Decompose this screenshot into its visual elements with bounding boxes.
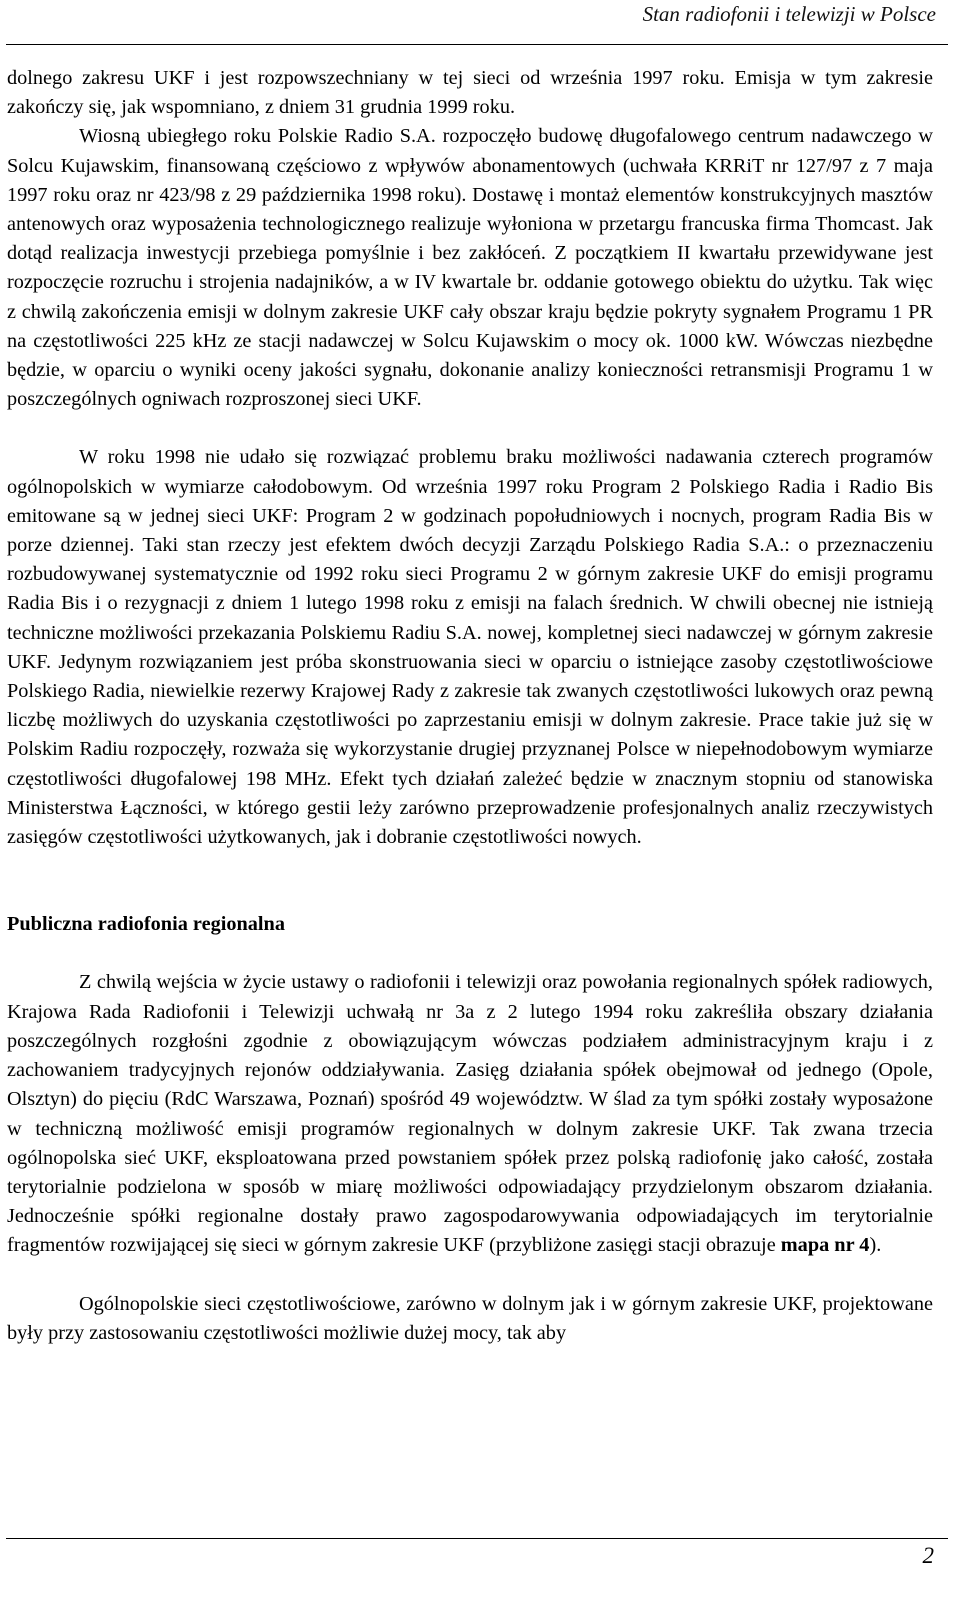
header-divider [6,44,948,45]
paragraph-frequency-networks: Ogólnopolskie sieci częstotliwościowe, zarówno w dolnym jak i w górnym zakresie UKF, projektowane były przy zastosowaniu częstotliwości możliwie dużej mocy, tak aby [7,1292,933,1344]
document-body [7,64,933,1348]
page-number: 2 [922,1543,934,1568]
paragraph-four-programs: W roku 1998 nie udało się rozwiązać problemu braku możliwości nadawania czterech programów ogólnopolskich w wymiarze całodobowym. Od września 1997 roku Program 2 Polskiego Radia i Radio Bis emitowane są w jednej sieci UKF: Program 2 w godzinach popołudniowych i nocnych, program Radia Bis w porze dziennej. Taki stan rzeczy jest efektem dwóch decyzji Zarządu Polskiego Radia S.A.: o przeznaczeniu rozbudowywanej systematycznie od 1992 roku sieci Programu 2 w górnym zakresie UKF do emisji programu Radia Bis i o rezygnacji z dniem 1 lutego 1998 roku z emisji na falach średnich. W chwili obecnej nie istnieją techniczne możliwości przekazania Polskiemu Radiu S.A. nowej, kompletnej sieci nadawczej w górnym zakresie UKF. Jedynym rozwiązaniem jest próba skonstruowania sieci w oparciu o istniejące zasoby częstotliwościowe Polskiego Radia, niewielkie rezerwy Krajowej Rady z zakresie tak zwanych częstotliwości lukowych oraz pewną liczbę możliwych do uzyskania częstotliwości po zaprzestaniu emisji w dolnym zakresie. Prace takie już się w Polskim Radiu rozpoczęły, rozważa się wykorzystanie drugiej przyznanej Polsce w niepełnodobowym wymiarze częstotliwości długofalowej 198 MHz. Efekt tych działań zależeć będzie w znacznym stopniu od stanowiska Ministerstwa Łączności, w którego gestii leży zarówno przeprowadzenie profesjonalnych analiz rzeczywistych zasięgów częstotliwości użytkowanych, jak i dobranie częstotliwości nowych. [7,446,933,849]
paragraph-regional-radio-text: Z chwilą wejścia w życie ustawy o radiofonii i telewizji oraz powołania regionalnych spółek radiowych, Krajowa Rada Radiofonii i Telewizji uchwałą nr 3a z 2 lutego 1994 roku zakreśliła obszary działania poszczególnych rozgłośni zgodnie z obowiązującym wówczas podziałem administracyjnym kraju i z zachowaniem tradycyjnych rejonów oddziaływania. Zasięg działania spółek obejmował od jednego (Opole, Olsztyn) do pięciu (RdC Warszawa, Poznań) spośród 49 województw. W ślad za tym spółki zostały wyposażone w techniczną możliwość emisji programów regionalnych w dolnym zakresie UKF. Tak zwana trzecia ogólnopolska sieć UKF, eksploatowana przed powstaniem spółek przez polską radiofonię jako całość, została terytorialnie podzielona w sposób w miarę możliwości odpowiadający przydzielonym obszarom działania. Jednocześnie spółki regionalne dostały prawo zagospodarowywania odpowiadających im terytorialnie fragmentów rozwijającej się sieci w górnym zakresie UKF (przybliżone zasięgi stacji obrazuje [7,971,933,1257]
paragraph-solec-kujawski: Wiosną ubiegłego roku Polskie Radio S.A. rozpoczęło budowę długofalowego centrum nadawczego w Solcu Kujawskim, finansowaną częściowo z wpływów abonamentowych (uchwała KRRiT nr 127/97 z 7 maja 1997 roku oraz nr 423/98 z 29 października 1998 roku). Dostawę i montaż elementów konstrukcyjnych masztów antenowych oraz wyposażenia technologicznego realizuje wyłoniona w przetargu francuska firma Thomcast. Jak dotąd realizacja inwestycji przebiega pomyślnie i bez zakłóceń. Z początkiem II kwartału przewidywane jest rozpoczęcie rozruchu i strojenia nadajników, a w IV kwartale br. oddanie gotowego obiektu do użytku. Tak więc z chwilą zakończenia emisji w dolnym zakresie UKF cały obszar kraju będzie pokryty sygnałem Programu 1 PR na częstotliwości 225 kHz ze stacji nadawczej w Solcu Kujawskim o mocy ok. 1000 kW. Wówczas niezbędne będzie, w oparciu o wyniki oceny jakości sygnału, dokonanie analizy konieczności retransmisji Programu 1 w poszczególnych ogniwach rozproszonej sieci UKF. [7,125,933,411]
footer-divider [6,1538,948,1539]
section-heading: Publiczna radiofonia regionalna [7,913,285,936]
map-reference: mapa nr 4 [780,1234,870,1257]
paragraph-regional-radio [7,968,933,1260]
paragraph-continuation: dolnego zakresu UKF i jest rozpowszechniany w tej sieci od września 1997 roku. Emisja w tym zakresie zakończy się, jak wspomniano, z dniem 31 grudnia 1999 roku. [7,67,933,119]
paragraph-regional-radio-end: ). [869,1234,882,1257]
running-header-title: Stan radiofonii i telewizji w Polsce [642,2,936,26]
